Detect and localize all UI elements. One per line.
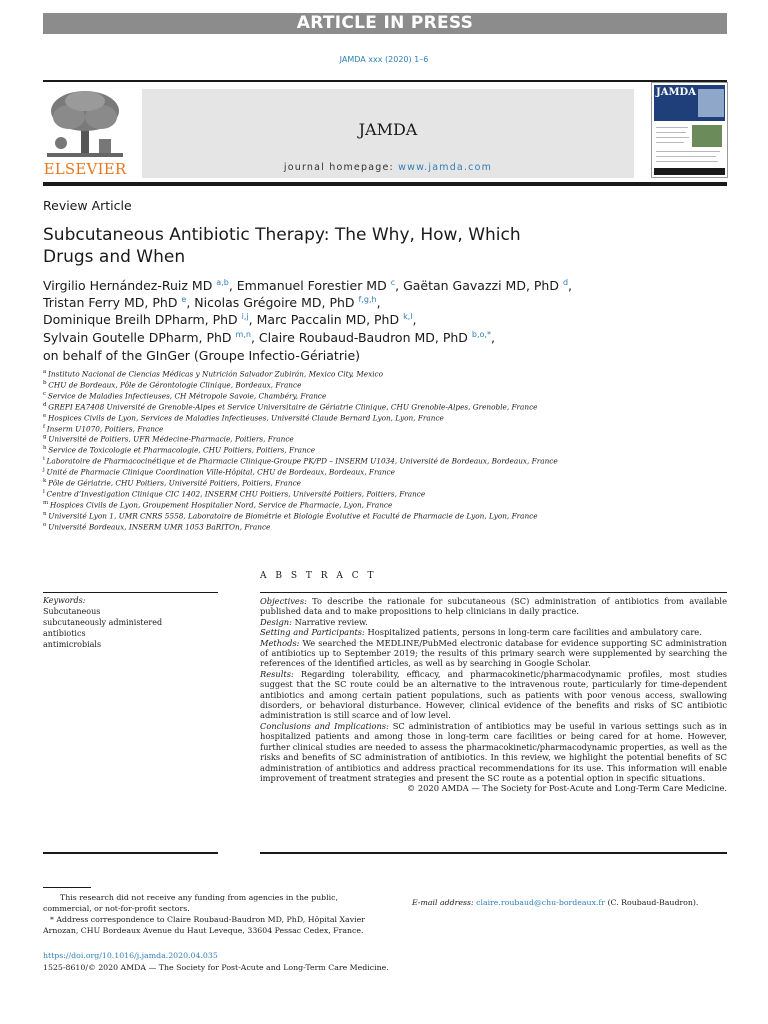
affiliation-key: a [43, 369, 49, 375]
abstract-sections [260, 596, 727, 783]
author-name: Virgilio Hernández-Ruiz MD [43, 278, 217, 294]
author-affiliation-marks[interactable]: c [390, 278, 396, 287]
abstract-section-text: We searched the MEDLINE/PubMed electronic database for evidence supporting SC administration of antibiotics up to September 2019; the results of this primary search were supplemented by searching the references of the identified articles, as well as by searching in Google Scholar. [260, 637, 727, 669]
abstract-section-label: Design: [260, 616, 292, 627]
author-name: Tristan Ferry MD, PhD [43, 295, 182, 311]
journal-cover-thumbnail[interactable] [651, 82, 728, 178]
correspondence-footnote [43, 915, 380, 936]
affiliation-text: Université Lyon 1, UMR CNRS 5558, Laboratoire de Biométrie et Biologie Évolutive et Faculté de Pharmacie de Lyon, Lyon, France [48, 511, 538, 521]
affiliation-key: b [43, 379, 49, 386]
affiliation-item [43, 445, 315, 454]
affiliation-text: Université de Poitiers, UFR Médecine-Pharmacie, Poitiers, France [48, 434, 294, 444]
journal-reference[interactable]: JAMDA xxx (2020) 1–6 [339, 55, 429, 64]
affiliation-item [43, 391, 326, 400]
keyword-item: antibiotics [43, 629, 86, 638]
footnote-rule [43, 887, 91, 888]
abstract-body [260, 596, 727, 794]
author-group: on behalf of the GInGer (Groupe Infectio-Gériatrie) [43, 348, 361, 363]
author-line: Tristan Ferry MD, PhD $^e$, Nicolas Grégoire MD, PhD $^{f,g,h}$, [43, 295, 381, 311]
abstract-section [260, 596, 727, 617]
author-name: Marc Paccalin MD, PhD [256, 312, 404, 328]
abstract-section [260, 669, 727, 721]
abstract-section-label: Conclusions and Implications: [260, 720, 389, 731]
affiliation-item [43, 522, 270, 531]
abstract-section-label: Setting and Participants: [260, 627, 365, 638]
keyword-item: antimicrobials [43, 640, 102, 649]
affiliation-key: i [43, 456, 47, 463]
affiliation-item [43, 456, 558, 465]
affiliation-key: d [43, 401, 49, 408]
abstract-copyright: © 2020 AMDA — The Society for Post-Acute and Long-Term Care Medicine. [406, 783, 727, 794]
article-type: Review Article [43, 198, 132, 213]
affiliation-key: o [43, 521, 49, 528]
abstract-section-text: Hospitalized patients, persons in long-term care facilities and ambulatory care. [364, 627, 702, 638]
abstract-heading: A B S T R A C T [260, 571, 377, 581]
affiliation-text: CHU de Bordeaux, Pôle de Gérontologie Clinique, Bordeaux, France [48, 380, 302, 390]
abstract-section-text: Narrative review. [291, 616, 368, 627]
abstract-section-label: Methods: [260, 637, 300, 648]
affiliation-text: Inserm U1070, Poitiers, France [46, 423, 164, 433]
affiliation-item [43, 402, 538, 411]
author-affiliation-marks[interactable]: d [562, 278, 569, 287]
author-name: Nicolas Grégoire MD, PhD [194, 295, 359, 311]
affiliation-text: Pôle de Gériatrie, CHU Poitiers, Université Poitiers, Poitiers, France [48, 478, 301, 488]
author-line: Dominique Breilh DPharm, PhD $^{i,j}$, Marc Paccalin MD, PhD $^{k,l}$, [43, 312, 417, 328]
author-affiliation-marks[interactable]: k,l [403, 312, 413, 321]
author-name: Emmanuel Forestier MD [236, 278, 391, 294]
affiliation-key: h [43, 445, 49, 452]
header-bottom-rule [43, 182, 727, 186]
abstract-section [260, 627, 727, 637]
affiliation-key: m [43, 499, 50, 506]
abstract-section-label: Results: [260, 668, 294, 679]
keywords-title: Keywords: [43, 596, 86, 605]
affiliation-key: f [43, 423, 47, 430]
keywords-top-rule [43, 592, 218, 593]
affiliation-item [43, 434, 294, 443]
abstract-section-text: SC administration of antibiotics may be useful in various settings such as in hospitalized patients and among those in long-term care facilities or being cared for at home. However, further clinical studies are needed to assess the pharmacokinetic/pharmacodynamic properties, as well as the risks and benefits of SC administration of antibiotics. In this review, we highlight the potential benefits of SC administration of antibiotics and address practical recommendations for its use. This information will enable improvement of treatment strategies and present the SC route as a potential option in specific situations. [260, 720, 728, 783]
affiliation-text: Hospices Civils de Lyon, Groupement Hospitalier Nord, Service de Pharmacie, Lyon, France [49, 500, 393, 510]
journal-title: JAMDA [358, 120, 418, 139]
author-line: Sylvain Goutelle DPharm, PhD $^{m,n}$, Claire Roubaud-Baudron MD, PhD $^{b,o,*}$, [43, 330, 495, 346]
cover-photo [698, 89, 724, 117]
affiliation-text: Service de Toxicologie et Pharmacologie, CHU Poitiers, Poitiers, France [48, 445, 316, 455]
doi-link[interactable]: https://doi.org/10.1016/j.jamda.2020.04.035 [43, 951, 218, 960]
email-label: E-mail address: [412, 898, 474, 907]
affiliation-item [43, 489, 425, 498]
abstract-section [260, 638, 727, 669]
affiliation-item [43, 500, 392, 509]
affiliation-key: g [43, 434, 49, 441]
affiliation-text: Université Bordeaux, INSERM UMR 1053 BaRITOn, France [48, 522, 271, 532]
email-name: (C. Roubaud-Baudron). [605, 898, 699, 907]
affiliation-text: Instituto Nacional de Ciencias Médicas y Nutrición Salvador Zubirán, Mexico City, Mexico [48, 369, 384, 379]
author-line: Virgilio Hernández-Ruiz MD $^{a,b}$, Emmanuel Forestier MD $^c$, Gaëtan Gavazzi MD, PhD $^d$, [43, 278, 573, 294]
affiliation-text: Laboratoire de Pharmacocinétique et de Pharmacie Clinique-Groupe PK/PD – INSERM U1034, Université de Bordeaux, Bordeaux, France [46, 456, 558, 466]
author-affiliation-marks[interactable]: a,b [216, 278, 229, 287]
journal-homepage [142, 162, 634, 173]
affiliation-key: l [43, 488, 47, 495]
affiliation-text: Hospices Civils de Lyon, Services de Maladies Infectieuses, Université Claude Bernard Lyon, Lyon, France [48, 413, 444, 423]
abstract-section-text: Regarding tolerability, efficacy, and pharmacokinetic/pharmacodynamic profiles, most studies suggest that the SC route could be an alternative to the intravenous route, particularly for time-dependent antibiotics and among certain patient populations, such as patients with poor venous access, swallowing disorders, or behavioral disturbance. However, clinical evidence of the benefits and risks of SC antibiotic administration is still scarce and of low level. [260, 668, 727, 721]
author-affiliation-marks[interactable]: b,o,* [471, 330, 491, 339]
email-footnote [412, 898, 698, 907]
affiliation-key: n [43, 510, 49, 517]
publisher-logo-text: ELSEVIER [43, 160, 127, 178]
keyword-item: Subcutaneous [43, 607, 101, 616]
abstract-bottom-rule [260, 852, 727, 854]
affiliation-key: c [43, 390, 48, 397]
affiliation-item [43, 478, 301, 487]
correspondence-footnote-text: * Address correspondence to Claire Roubaud-Baudron MD, PhD, Hôpital Xavier Arnozan, CHU Bordeaux Avenue du Haut Leveque, 33604 Pessac Cedex, France. [43, 915, 365, 935]
author-name: Dominique Breilh DPharm, PhD [43, 312, 242, 328]
affiliation-text: Unité de Pharmacie Clinique Coordination Ville-Hôpital, CHU de Bordeaux, Bordeaux, France [46, 467, 395, 477]
keywords-bottom-rule [43, 852, 218, 854]
cover-footer [654, 168, 725, 175]
affiliation-item [43, 511, 538, 520]
abstract-section-text: To describe the rationale for subcutaneous (SC) administration of antibiotics from available published data and to make propositions to help clinicians in daily practice. [260, 596, 727, 617]
article-in-press-banner: ARTICLE IN PRESS [43, 13, 727, 34]
affiliation-item [43, 413, 444, 422]
affiliation-item [43, 467, 395, 476]
affiliation-key: e [43, 412, 49, 419]
author-name: Claire Roubaud-Baudron MD, PhD [258, 330, 472, 346]
keyword-item: subcutaneously administered [43, 618, 163, 627]
affiliation-text: Centre d’Investigation Clinique CIC 1402, INSERM CHU Poitiers, Université Poitiers, Poitiers, France [46, 489, 426, 499]
affiliation-key: j [43, 467, 47, 474]
author-affiliation-marks[interactable]: m,n [235, 330, 251, 339]
header-top-rule [43, 80, 727, 82]
cover-title: JAMDA [656, 87, 696, 98]
author-name: Gaëtan Gavazzi MD, PhD [403, 278, 563, 294]
affiliation-text: Service de Maladies Infectieuses, CH Métropole Savoie, Chambéry, France [47, 391, 327, 401]
funding-footnote [43, 893, 380, 914]
author-affiliation-marks[interactable]: i,j [241, 312, 249, 321]
cover-photo-secondary [692, 125, 722, 147]
journal-homepage-label: journal homepage: [283, 162, 399, 173]
author-name: Sylvain Goutelle DPharm, PhD [43, 330, 236, 346]
article-title: Subcutaneous Antibiotic Therapy: The Why, How, Which Drugs and When [43, 225, 521, 267]
affiliation-text: GREPI EA7408 Université de Grenoble-Alpes et Service Universitaire de Gériatrie Clinique, CHU Grenoble-Alpes, Grenoble, France [48, 402, 538, 412]
abstract-top-rule [260, 592, 727, 593]
author-affiliation-marks[interactable]: f,g,h [358, 295, 377, 304]
affiliation-key: k [43, 478, 49, 484]
affiliation-item [43, 369, 383, 378]
abstract-section [260, 721, 727, 783]
journal-homepage-link[interactable]: www.jamda.com [398, 162, 493, 173]
elsevier-tree-logo [43, 87, 127, 159]
abstract-section [260, 617, 727, 627]
funding-footnote-text: This research did not receive any funding from agencies in the public, commercial, or not-for-profit sectors. [43, 893, 338, 913]
affiliation-item [43, 424, 163, 433]
email-link[interactable]: claire.roubaud@chu-bordeaux.fr [476, 898, 606, 907]
issn-copyright: 1525-8610/© 2020 AMDA — The Society for Post-Acute and Long-Term Care Medicine. [43, 963, 389, 972]
abstract-section-label: Objectives: [260, 596, 307, 606]
affiliation-item [43, 380, 301, 389]
author-affiliation-marks[interactable]: e [181, 295, 187, 304]
